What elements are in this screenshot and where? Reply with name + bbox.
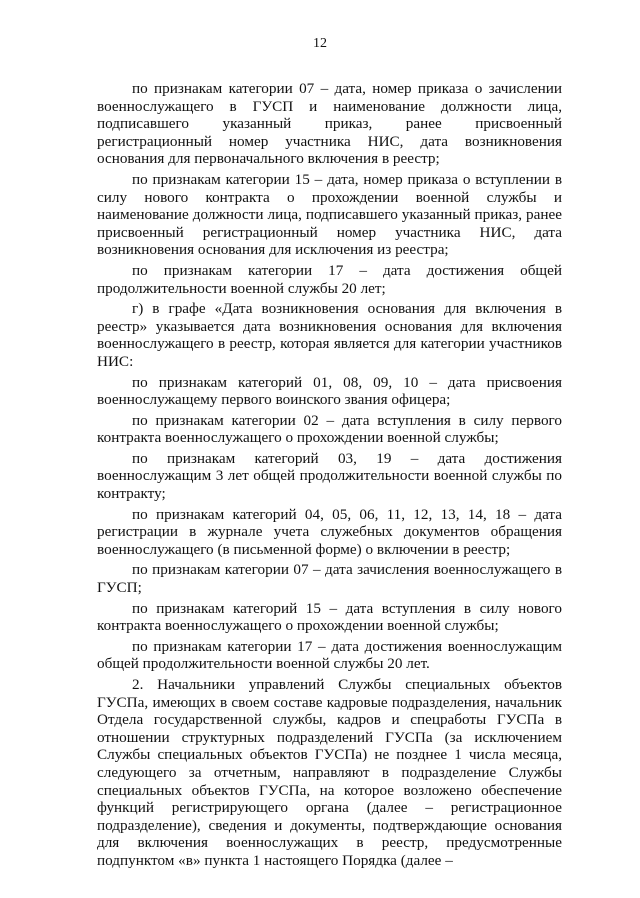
paragraph-category-15-date: по признакам категорий 15 – дата вступления в силу нового контракта военнослужащего о прохождении военной службы;: [97, 599, 562, 635]
paragraph-category-17-date: по признакам категории 17 – дата достижения военнослужащим общей продолжительности военной службы 20 лет.: [97, 637, 562, 673]
paragraph-categories-04-to-18: по признакам категорий 04, 05, 06, 11, 12, 13, 14, 18 – дата регистрации в журнале учета служебных документов обращения военнослужащего (в письменной форме) о включении в реестр;: [97, 505, 562, 558]
document-body: [97, 80, 562, 873]
paragraph-categories-03-19: по признакам категорий 03, 19 – дата достижения военнослужащим 3 лет общей продолжительности военной службы по контракту;: [97, 449, 562, 503]
paragraph-category-17-registration: по признакам категории 17 – дата достижения общей продолжительности военной службы 20 лет;: [97, 261, 562, 297]
paragraph-item-2-heads-of-departments: 2. Начальники управлений Службы специальных объектов ГУСПа, имеющих в своем составе кадровые подразделения, начальник Отдела государственной службы, кадров и спецработы ГУСПа в отношении структурных подразделений ГУСПа (за исключением Службы специальных объектов ГУСПа) не позднее 1 числа месяца, следующего за отчетным, направляют в подразделение Службы специальных объектов ГУСПа, на которое возложено обеспечение функций регистрирующего органа (далее – регистрационное подразделение), сведения и документы, подтверждающие основания для включения военнослужащих в реестр, предусмотренные подпунктом «в» пункта 1 настоящего Порядка (далее –: [97, 676, 562, 869]
page-number: 12: [313, 36, 327, 51]
paragraph-category-07-date: по признакам категории 07 – дата зачисления военнослужащего в ГУСП;: [97, 561, 562, 597]
paragraph-category-02: по признакам категории 02 – дата вступления в силу первого контракта военнослужащего о прохождении военной службы;: [97, 411, 562, 447]
paragraph-categories-01-08-09-10: по признакам категорий 01, 08, 09, 10 – дата присвоения военнослужащему первого воинского звания офицера;: [97, 373, 562, 409]
paragraph-item-g-date-column: г) в графе «Дата возникновения основания для включения в реестр» указывается дата возникновения основания для включения военнослужащего в реестр, которая является для категории участников НИС:: [97, 300, 562, 370]
paragraph-category-07-registration: по признакам категории 07 – дата, номер приказа о зачислении военнослужащего в ГУСП и наименование должности лица, подписавшего указанный приказ, ранее присвоенный регистрационный номер участника НИС, дата возникновения основания для первоначального включения в реестр;: [97, 80, 562, 168]
paragraph-category-15-registration: по признакам категории 15 – дата, номер приказа о вступлении в силу нового контракта о прохождении военной службы и наименование должности лица, подписавшего указанный приказ, ранее присвоенный регистрационный номер участника НИС, дата возникновения основания для исключения из реестра;: [97, 170, 562, 259]
